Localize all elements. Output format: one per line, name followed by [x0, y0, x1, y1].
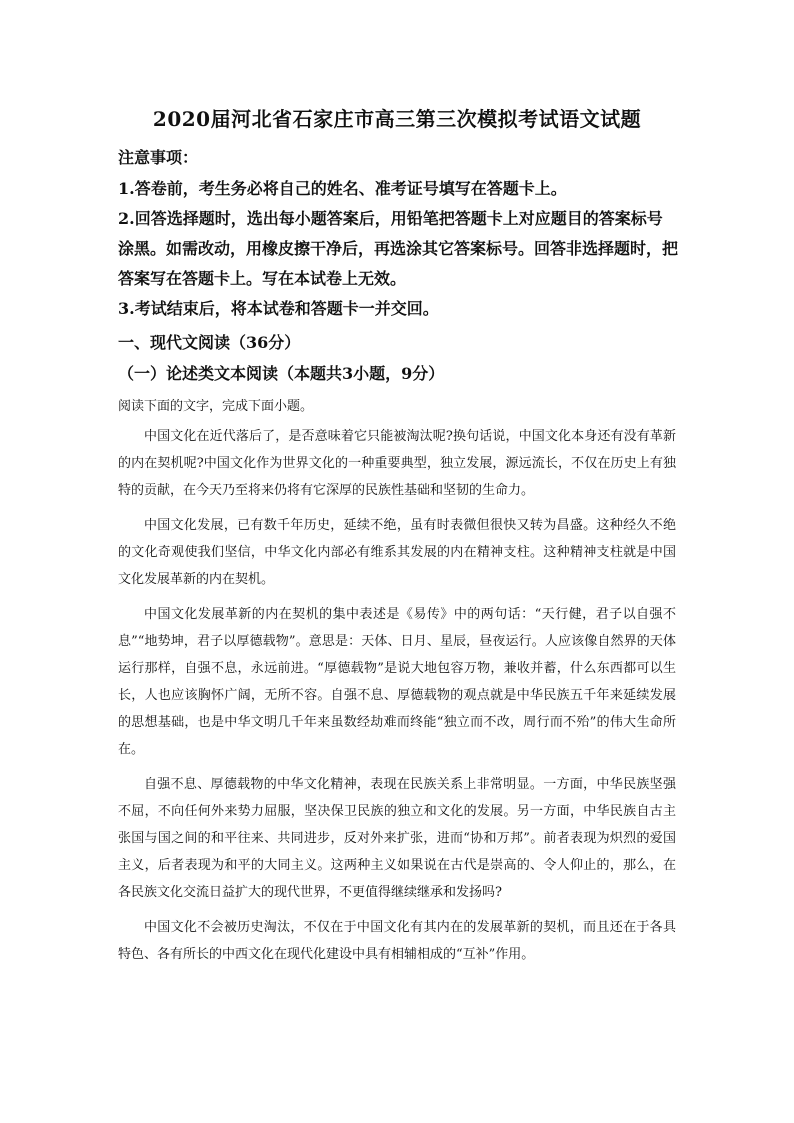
notice-list	[118, 174, 678, 324]
notice-item: 3.考试结束后，将本试卷和答题卡一并交回。	[118, 299, 439, 318]
notice-heading: 注意事项：	[118, 148, 199, 167]
notice-item: 1.答卷前，考生务必将自己的姓名、准考证号填写在答题卡上。	[118, 179, 567, 198]
page-title: 2020届河北省石家庄市高三第三次模拟考试语文试题	[152, 107, 642, 131]
passage-paragraph: 中国文化发展革新的内在契机的集中表述是《易传》中的两句话：“天行健，君子以自强不息”“地势坤，君子以厚德载物”。意思是：天体、日月、星辰，昼夜运行。人应该像自然界的天体运行那样，自强不息，永远前进。“厚德载物”是说大地包容万物，兼收并蓄，什么东西都可以生长，人也应该胸怀广阔，无所不容。自强不息、厚德载物的观点就是中华民族五千年来延续发展的思想基础，也是中华文明几千年来虽数经劫难而终能“独立而不改，周行而不殆”的伟大生命所在。	[118, 607, 676, 757]
passage-paragraph: 中国文化发展，已有数千年历史，延续不绝，虽有时表微但很快又转为昌盛。这种经久不绝的文化奇观使我们坚信，中华文化内部必有维系其发展的内在精神支柱。这种精神支柱就是中国文化发展革新的内在契机。	[118, 518, 676, 587]
notice-item: 2.回答选择题时，选出每小题答案后，用铅笔把答题卡上对应题目的答案标号涂黑。如需改动，用橡皮擦干净后，再选涂其它答案标号。回答非选择题时，把答案写在答题卡上。写在本试卷上无效。	[118, 209, 679, 288]
reading-passage	[118, 423, 676, 976]
subsection-heading: （一）论述类文本阅读（本题共3小题，9分）	[118, 364, 445, 383]
passage-paragraph: 中国文化在近代落后了，是否意味着它只能被淘汰呢?换句话说，中国文化本身还有没有革新的内在契机呢?中国文化作为世界文化的一种重要典型，独立发展，源远流长，不仅在历史上有独特的贡献，在今天乃至将来仍将有它深厚的民族性基础和坚韧的生命力。	[118, 429, 676, 498]
passage-paragraph: 自强不息、厚德载物的中华文化精神，表现在民族关系上非常明显。一方面，中华民族坚强不屈，不向任何外来势力屈服，坚决保卫民族的独立和文化的发展。另一方面，中华民族自古主张国与国之间的和平往来、共同进步，反对外来扩张，进而“协和万邦”。前者表现为炽烈的爱国主义，后者表现为和平的大同主义。这两种主义如果说在古代是崇高的、令人仰止的，那么，在各民族文化交流日益扩大的现代世界，不更值得继续继承和发扬吗?	[118, 777, 676, 900]
reading-instruction: 阅读下面的文字，完成下面小题。	[118, 399, 314, 414]
section-heading: 一、现代文阅读（36分）	[118, 333, 301, 352]
passage-paragraph: 中国文化不会被历史淘汰，不仅在于中国文化有其内在的发展革新的契机，而且还在于各具特色、各有所长的中西文化在现代化建设中具有相辅相成的“互补”作用。	[118, 920, 676, 962]
